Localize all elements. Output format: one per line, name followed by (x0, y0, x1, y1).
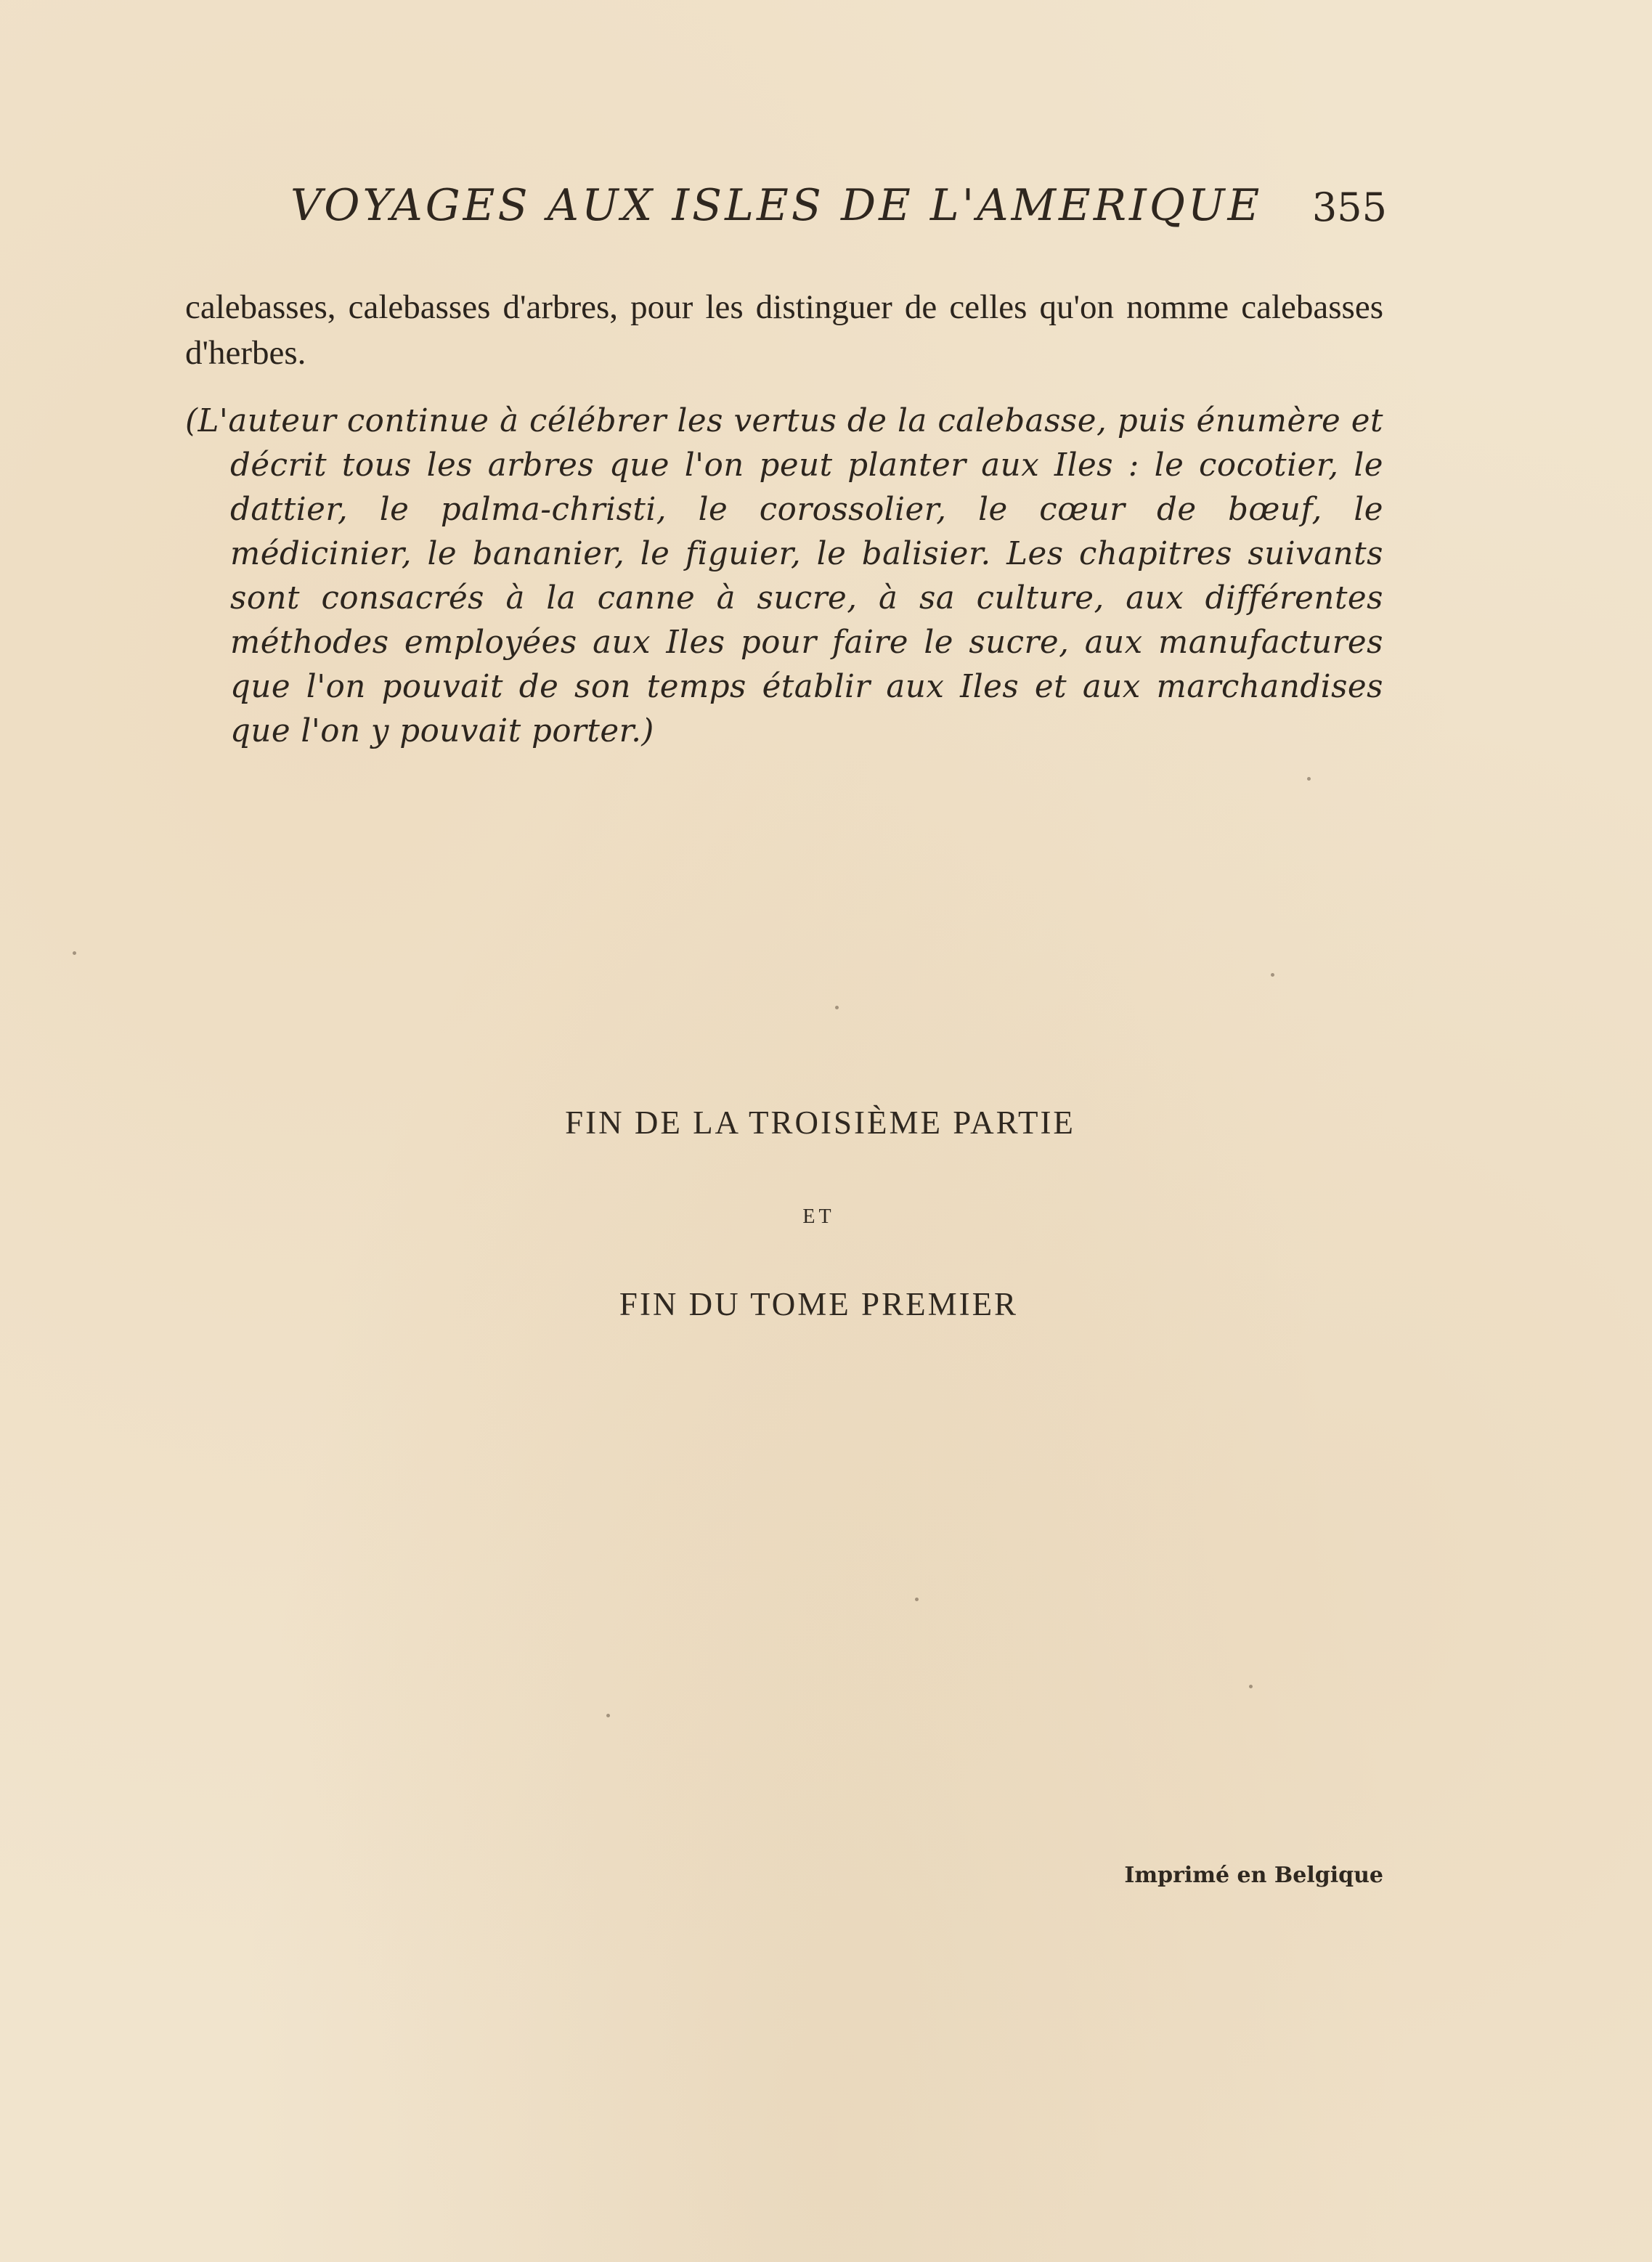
editorial-summary (185, 399, 1383, 754)
printer-colophon: Imprimé en Belgique (1124, 1863, 1383, 1888)
body-text (185, 285, 1383, 376)
paper-speck (1249, 1685, 1253, 1688)
page-header (290, 180, 1394, 253)
end-conjunction: ET (802, 1205, 835, 1228)
paper-speck (606, 1714, 610, 1717)
running-title: VOYAGES AUX ISLES DE L'AMERIQUE (290, 180, 1263, 231)
end-of-part-heading: FIN DE LA TROISIÈME PARTIE (565, 1104, 1075, 1141)
paper-speck (835, 1006, 839, 1009)
paper-speck (1271, 973, 1274, 977)
paper-speck (1307, 777, 1311, 781)
summary-paragraph: (L'auteur continue à célébrer les vertus de la calebasse, puis énumère et décrit tous les arbres que l'on peut planter aux Iles : le cocotier, le dattier, le palma-christi, le corossolier, le cœur de bœuf, le médicinier, le bananier, le figuier, le balisier. Les chapitres suivants sont consacrés à la canne à sucre, à sa culture, aux différentes méthodes employées aux Iles pour faire le sucre, aux manufactures que l'on pouvait de son temps établir aux Iles et aux marchandises que l'on y pouvait porter.) (185, 403, 1383, 749)
page-number: 355 (1311, 184, 1387, 230)
paper-speck (73, 951, 76, 955)
body-paragraph: calebasses, calebasses d'arbres, pour les distinguer de celles qu'on nomme calebasses d'herbes. (185, 288, 1383, 372)
end-of-volume-heading: FIN DU TOME PREMIER (619, 1286, 1019, 1322)
paper-speck (915, 1598, 919, 1601)
